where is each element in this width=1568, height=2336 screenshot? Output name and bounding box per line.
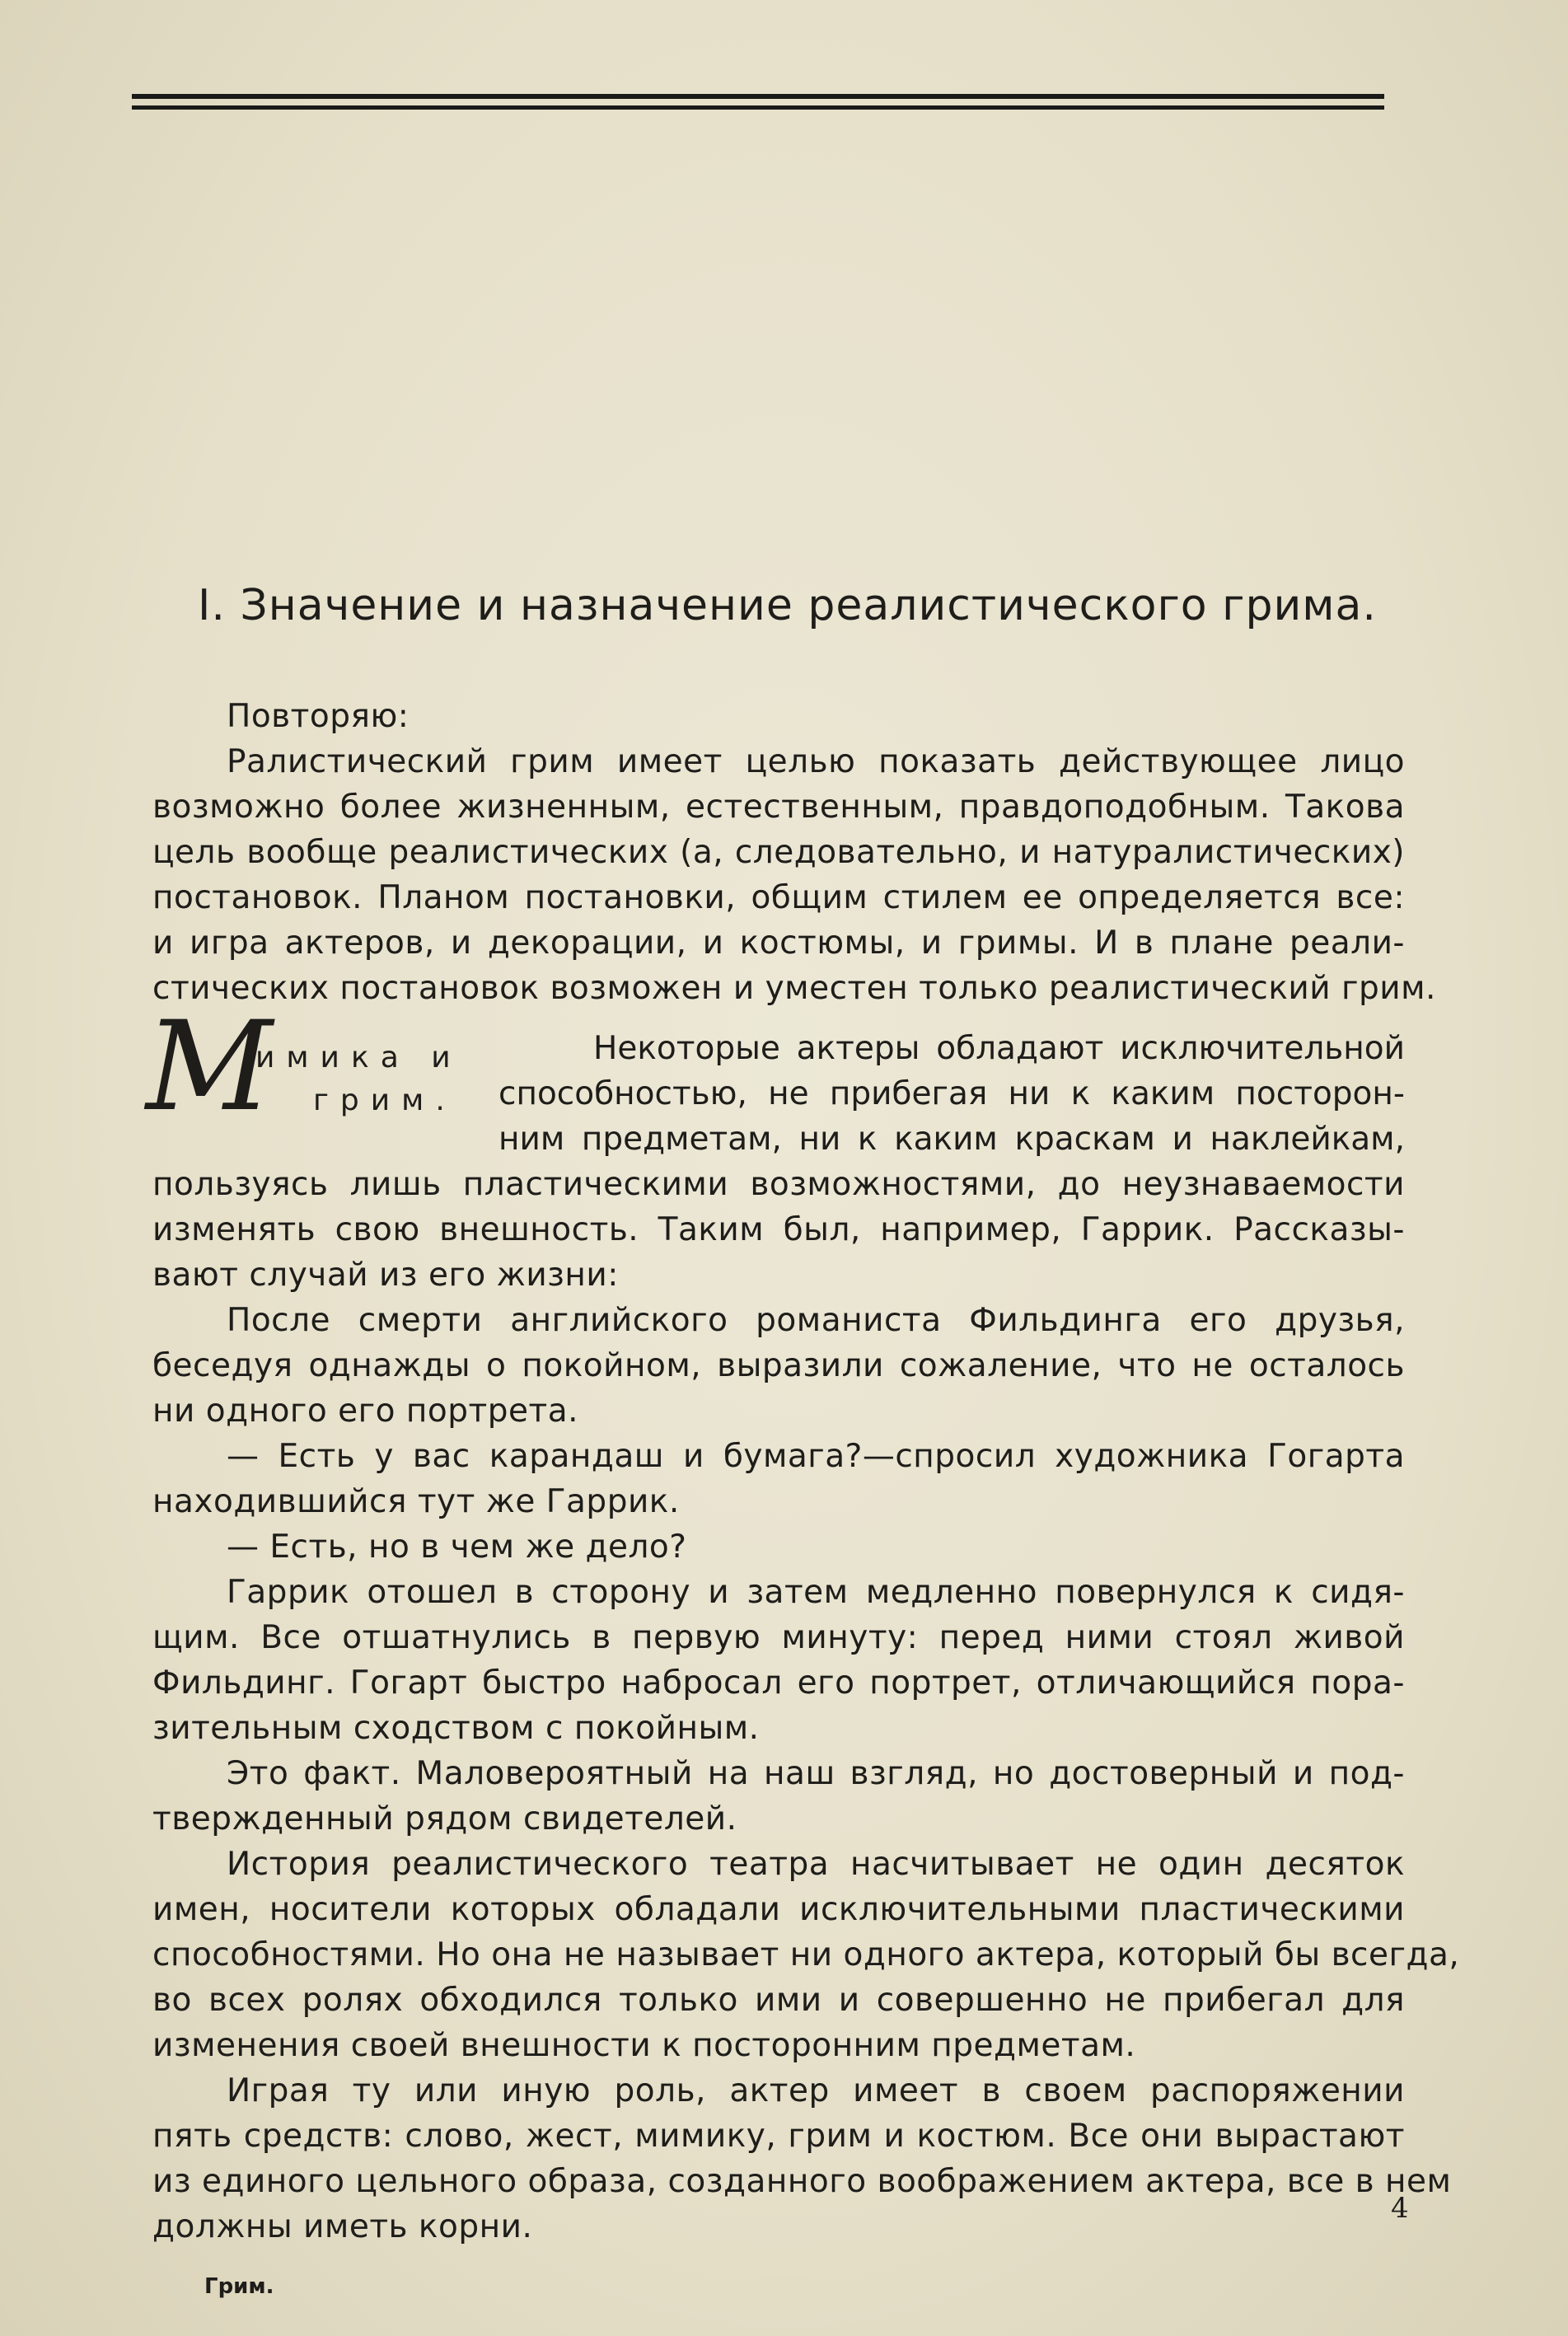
intro-line: стических постановок возможен и уместен только реалистический грим. bbox=[152, 970, 1436, 1007]
text-line: — Есть у вас карандаш и бумага?—спросил художника Гогарта bbox=[227, 1438, 1405, 1475]
text-line: зительным сходством с покойным. bbox=[152, 1710, 760, 1747]
text-line: Гаррик отошел в сторону и затем медленно повернулся к сидя- bbox=[227, 1574, 1405, 1611]
drop-cap: М bbox=[146, 995, 269, 1139]
text-line: пользуясь лишь пластическими возможностями, до неузнаваемости bbox=[152, 1166, 1405, 1203]
intro-line: и игра актеров, и декорации, и костюмы, и гримы. И в плане реали- bbox=[152, 925, 1405, 962]
header-rule-bottom bbox=[132, 105, 1384, 110]
header-rule-top bbox=[132, 94, 1384, 99]
text-line: изменения своей внешности к посторонним предметам. bbox=[152, 2027, 1136, 2064]
chapter-title: I. Значение и назначение реалистического грима. bbox=[198, 581, 1377, 630]
text-line: находившийся тут же Гаррик. bbox=[152, 1483, 680, 1520]
text-line: имен, носители которых обладали исключительными пластическими bbox=[152, 1891, 1405, 1928]
text-line: твержденный рядом свидетелей. bbox=[152, 1800, 737, 1837]
text-line: Играя ту или иную роль, актер имеет в своем распоряжении bbox=[227, 2072, 1405, 2109]
text-line: — Есть, но в чем же дело? bbox=[227, 1528, 687, 1566]
text-line: пять средств: слово, жест, мимику, грим и костюм. Все они вырастают bbox=[152, 2118, 1405, 2155]
intro-line: цель вообще реалистических (а, следовательно, и натуралистических) bbox=[152, 834, 1405, 871]
text-line: История реалистического театра насчитывает не один десяток bbox=[227, 1846, 1405, 1883]
section-mimika-i-grim bbox=[146, 995, 1405, 1158]
side-line: Некоторые актеры обладают исключительной bbox=[593, 1030, 1405, 1067]
intro-paragraph bbox=[152, 694, 1436, 1011]
intro-line: Ралистический грим имеет целью показать действующее лицо bbox=[227, 743, 1405, 780]
text-line: способностями. Но она не называет ни одного актера, который бы всегда, bbox=[152, 1936, 1460, 1973]
footer-signature-label: Грим. bbox=[204, 2274, 274, 2299]
section-heading-line-1: имика и bbox=[255, 1041, 462, 1074]
intro-line: постановок. Планом постановки, общим стилем ее определяется все: bbox=[152, 879, 1405, 916]
text-line: из единого цельного образа, созданного воображением актера, все в нем bbox=[152, 2163, 1452, 2200]
intro-line: Повторяю: bbox=[227, 698, 410, 735]
text-line: Фильдинг. Гогарт быстро набросал его портрет, отличающийся пора- bbox=[152, 1664, 1405, 1702]
text-line: вают случай из его жизни: bbox=[152, 1257, 619, 1294]
text-line: Это факт. Маловероятный на наш взгляд, но достоверный и под- bbox=[227, 1755, 1405, 1792]
text-line: После смерти английского романиста Фильдинга его друзья, bbox=[227, 1302, 1405, 1339]
text-line: во всех ролях обходился только ими и совершенно не прибегал для bbox=[152, 1982, 1405, 2019]
side-line: ним предметам, ни к каким краскам и наклейкам, bbox=[498, 1121, 1405, 1158]
text-line: щим. Все отшатнулись в первую минуту: перед ними стоял живой bbox=[152, 1619, 1405, 1656]
text-line: изменять свою внешность. Таким был, например, Гаррик. Рассказы- bbox=[152, 1211, 1405, 1248]
text-line: должны иметь корни. bbox=[152, 2208, 533, 2245]
main-text bbox=[152, 1162, 1460, 2249]
text-line: беседуя однажды о покойном, выразили сожаление, что не осталось bbox=[152, 1347, 1405, 1384]
text-line: ни одного его портрета. bbox=[152, 1393, 579, 1430]
section-side-text bbox=[498, 1026, 1405, 1162]
section-heading-line-2: грим. bbox=[313, 1084, 456, 1117]
page-number: 4 bbox=[1391, 2192, 1409, 2225]
side-line: способностью, не прибегая ни к каким посторон- bbox=[498, 1075, 1405, 1112]
intro-line: возможно более жизненным, естественным, правдоподобным. Такова bbox=[152, 789, 1405, 826]
